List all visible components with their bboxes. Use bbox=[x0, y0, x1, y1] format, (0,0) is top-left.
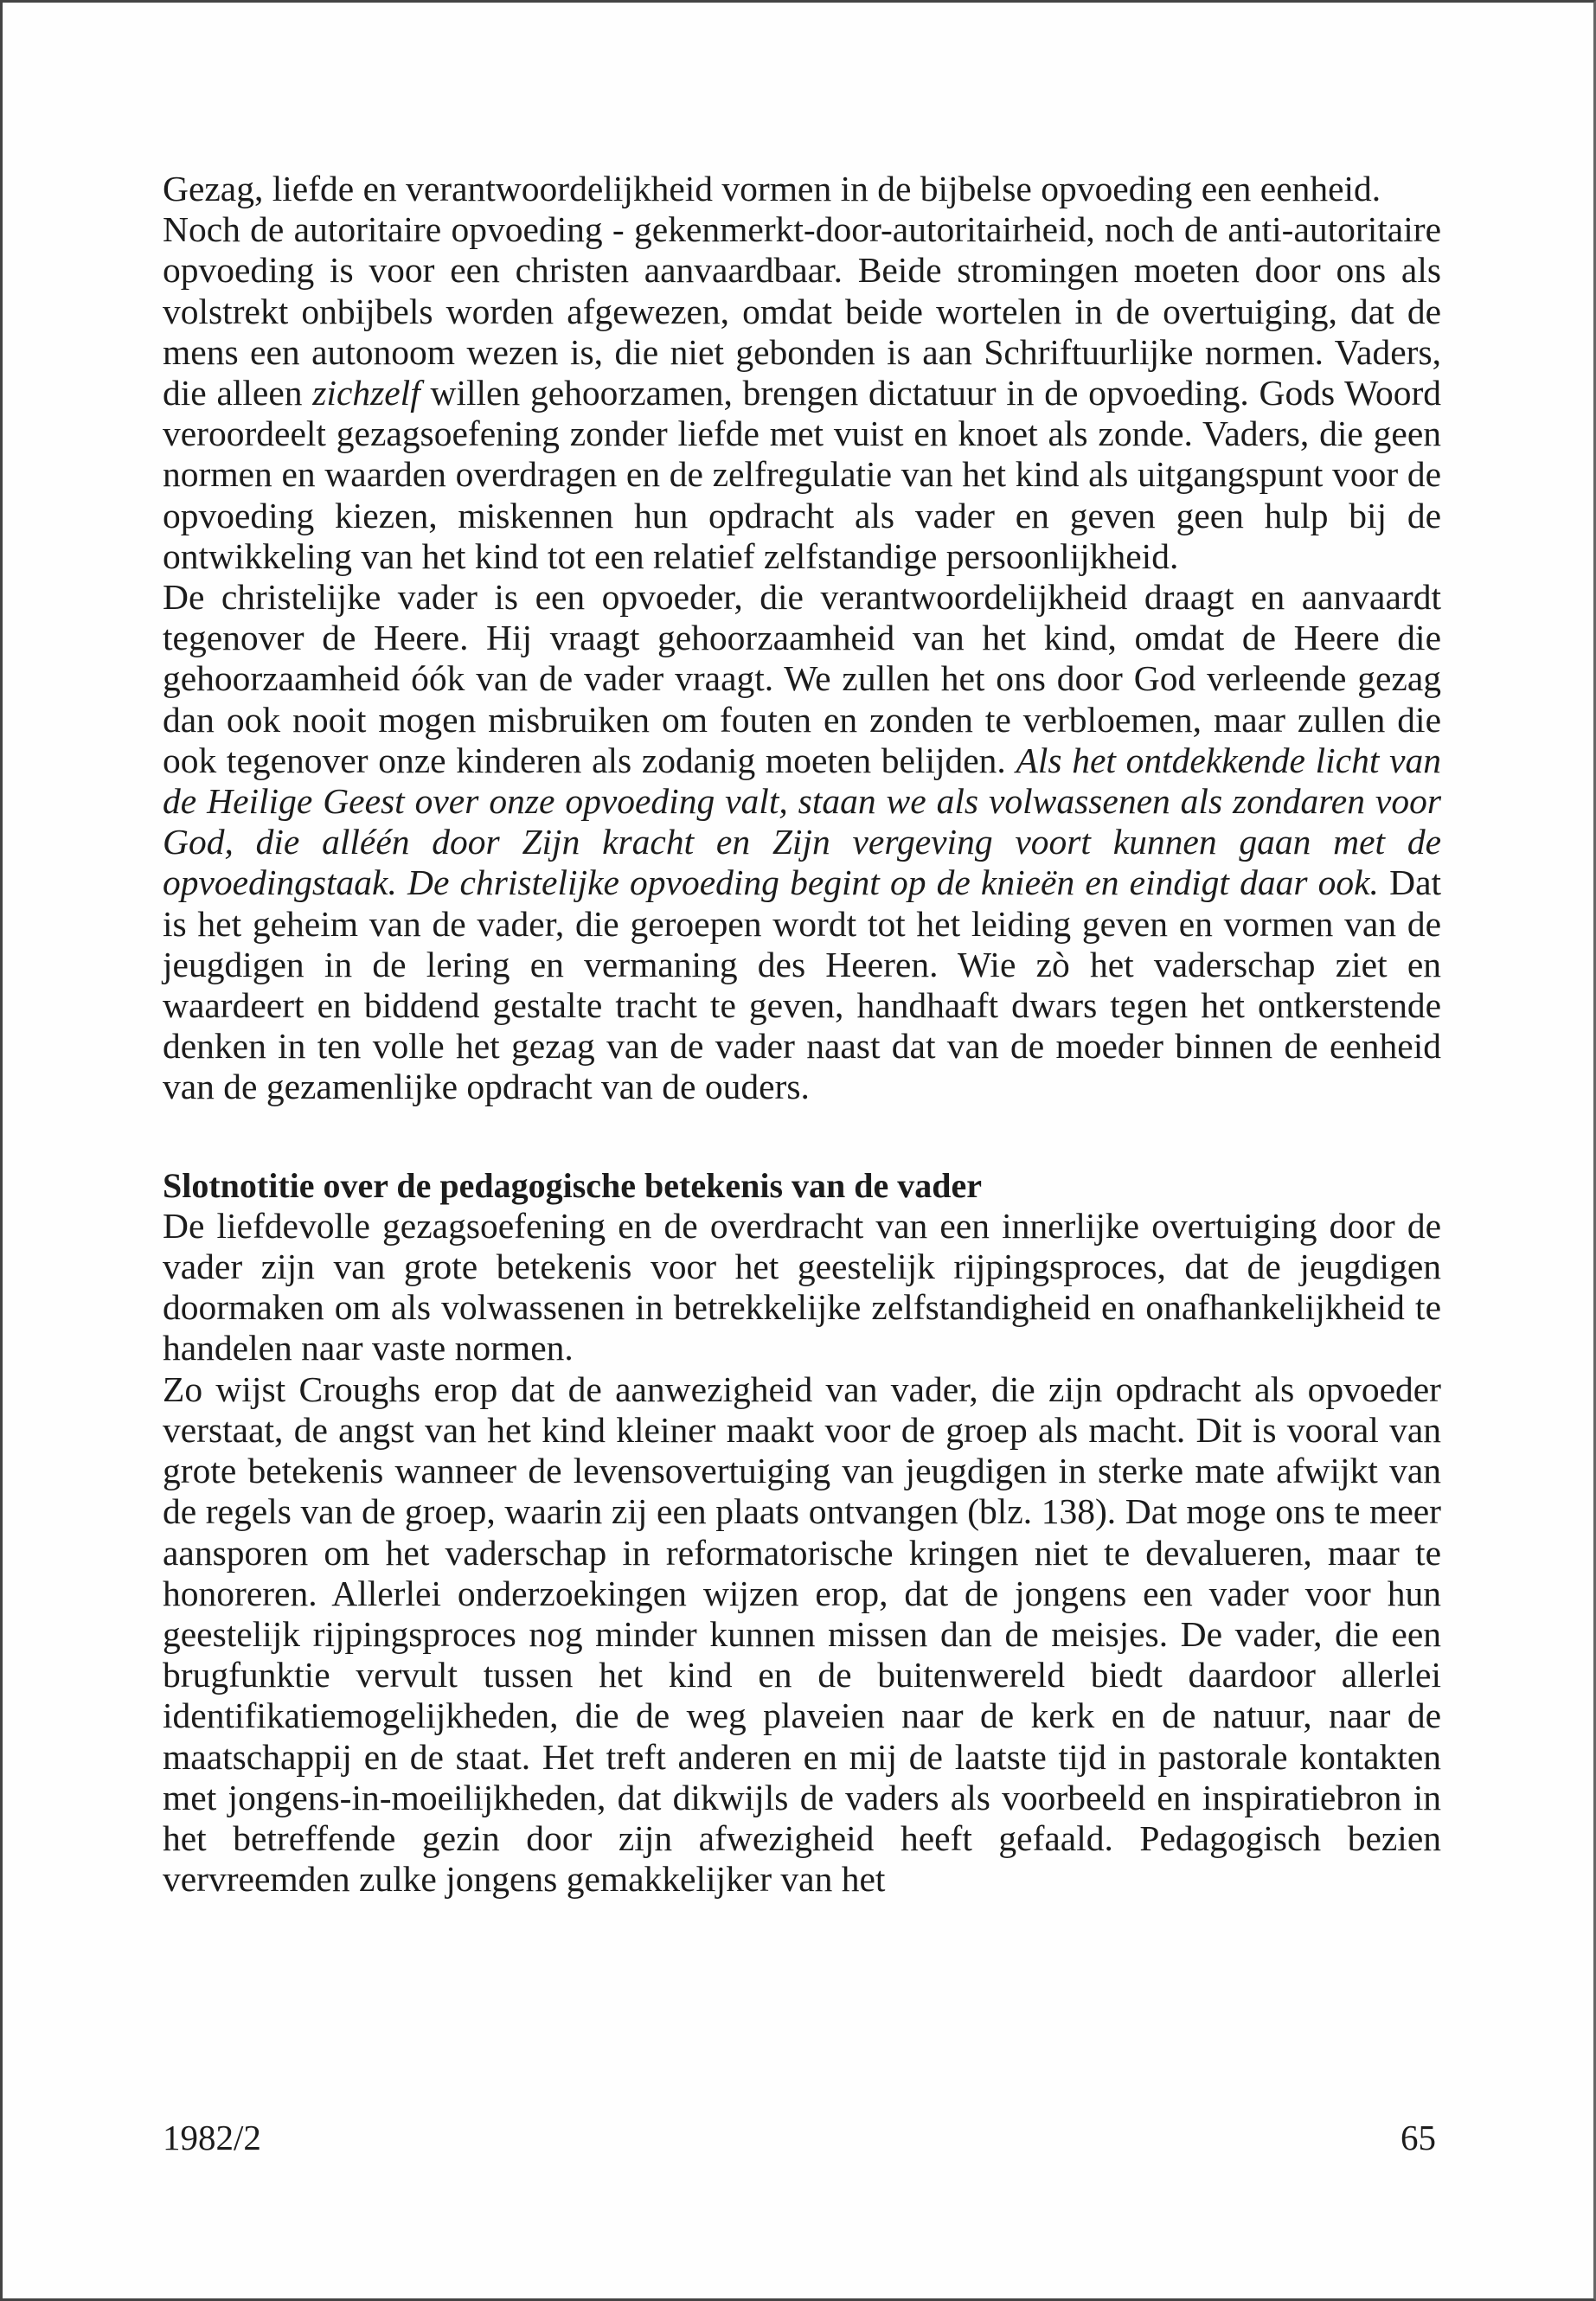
section-spacer bbox=[163, 1108, 1441, 1165]
paragraph-2-rest: willen gehoorzamen, brengen dictatuur in de opvoeding. Gods Woord veroordeelt gezagsoefening zonder liefde met vuist en knoet als zonde. Vaders, die geen normen en waarden overdragen en de zelfregulatie van het kind als uitgangspunt voor de opvoeding kiezen, miskennen hun opdracht als vader en geven geen hulp bij de ontwikkeling van het kind tot een relatief zelfstandige persoonlijkheid. bbox=[163, 373, 1442, 576]
paragraph-1: Gezag, liefde en verantwoordelijkheid vormen in de bijbelse opvoeding een eenheid. bbox=[163, 169, 1381, 208]
paragraph-3 bbox=[163, 577, 1441, 1108]
paragraph-3-italic: Als het ontdekkende licht van de Heilige Geest over onze opvoeding valt, staan we als volwassenen als zondaren voor God, die alléén door Zijn kracht en Zijn vergeving voort kunnen gaan met de opvoedingstaak. De christelijke opvoeding begint op de knieën en eindigt daar ook. bbox=[163, 740, 1442, 903]
paragraph-5: Zo wijst Croughs erop dat de aanwezigheid van vader, die zijn opdracht als opvoeder verstaat, de angst van het kind kleiner maakt voor de groep als macht. Dit is vooral van grote betekenis wanneer de levensovertuiging van jeugdigen in sterke mate afwijkt van de regels van de groep, waarin zij een plaats ontvangen (blz. 138). Dat moge ons te meer aansporen om het vaderschap in reformatorische kringen niet te devalueren, maar te honoreren. Allerlei onderzoekingen wijzen erop, dat de jongens een vader voor hun geestelijk rijpingsproces nog minder kunnen missen dan de meisjes. De vader, die een brugfunktie vervult tussen het kind en de buitenwereld biedt daardoor allerlei identifikatiemogelijkheden, die de weg plaveien naar de kerk en de natuur, naar de maatschappij en de staat. Het treft anderen en mij de laatste tijd in pastorale kontakten met jongens-in-moeilijkheden, dat dikwijls de vaders als voorbeeld en inspiratiebron in het betreffende gezin door zijn afwezigheid heeft gefaald. Pedagogisch bezien vervreemden zulke jongens gemakkelijker van het bbox=[163, 1368, 1441, 1900]
paragraph-2 bbox=[163, 209, 1441, 577]
paragraph-2-text: Noch de autoritaire opvoeding - gekenmerkt-door-autoritairheid, noch de anti-autoritaire opvoeding is voor een christen aanvaardbaar. Beide stromingen moeten door ons als volstrekt onbijbels worden afgewezen, omdat beide wortelen in de overtuiging, dat de mens een autonoom wezen is, die niet gebonden is aan Schriftuurlijke normen. Vaders, die alleen bbox=[163, 209, 1441, 413]
issue-number: 1982/2 bbox=[163, 2118, 261, 2157]
paragraph-3-text: De christelijke vader is een opvoeder, die verantwoordelijkheid draagt en aanvaardt tegenover de Heere. Hij vraagt gehoorzaamheid van het kind, omdat de Heere die gehoorzaamheid óók van de vader vraagt. We zullen het ons door God verleende gezag dan ook nooit mogen misbruiken om fouten en zonden te verbloemen, maar zullen die ook tegenover onze kinderen als zodanig moeten belijden. bbox=[163, 577, 1441, 780]
paragraph-4: De liefdevolle gezagsoefening en de overdracht van een innerlijke overtuiging door de vader zijn van grote betekenis voor het geestelijk rijpingsproces, dat de jeugdigen doormaken om als volwassenen in betrekkelijke zelfstandigheid en onafhankelijkheid te handelen naar vaste normen. bbox=[163, 1205, 1441, 1368]
text-column bbox=[163, 169, 1441, 1900]
section-heading: Slotnotitie over de pedagogische betekenis van de vader bbox=[163, 1165, 983, 1205]
paragraph-3-rest: Dat is het geheim van de vader, die geroepen wordt tot het leiding geven en vormen van de jeugdigen in de lering en vermaning des Heeren. Wie zò het vaderschap ziet en waardeert en biddend gestalte tracht te geven, handhaaft dwars tegen het ontkerstende denken in ten volle het gezag van de vader naast dat van de moeder binnen de eenheid van de gezamenlijke opdracht van de ouders. bbox=[163, 862, 1442, 1107]
paragraph-2-italic: zichzelf bbox=[312, 373, 420, 413]
page-number: 65 bbox=[1401, 2118, 1436, 2157]
